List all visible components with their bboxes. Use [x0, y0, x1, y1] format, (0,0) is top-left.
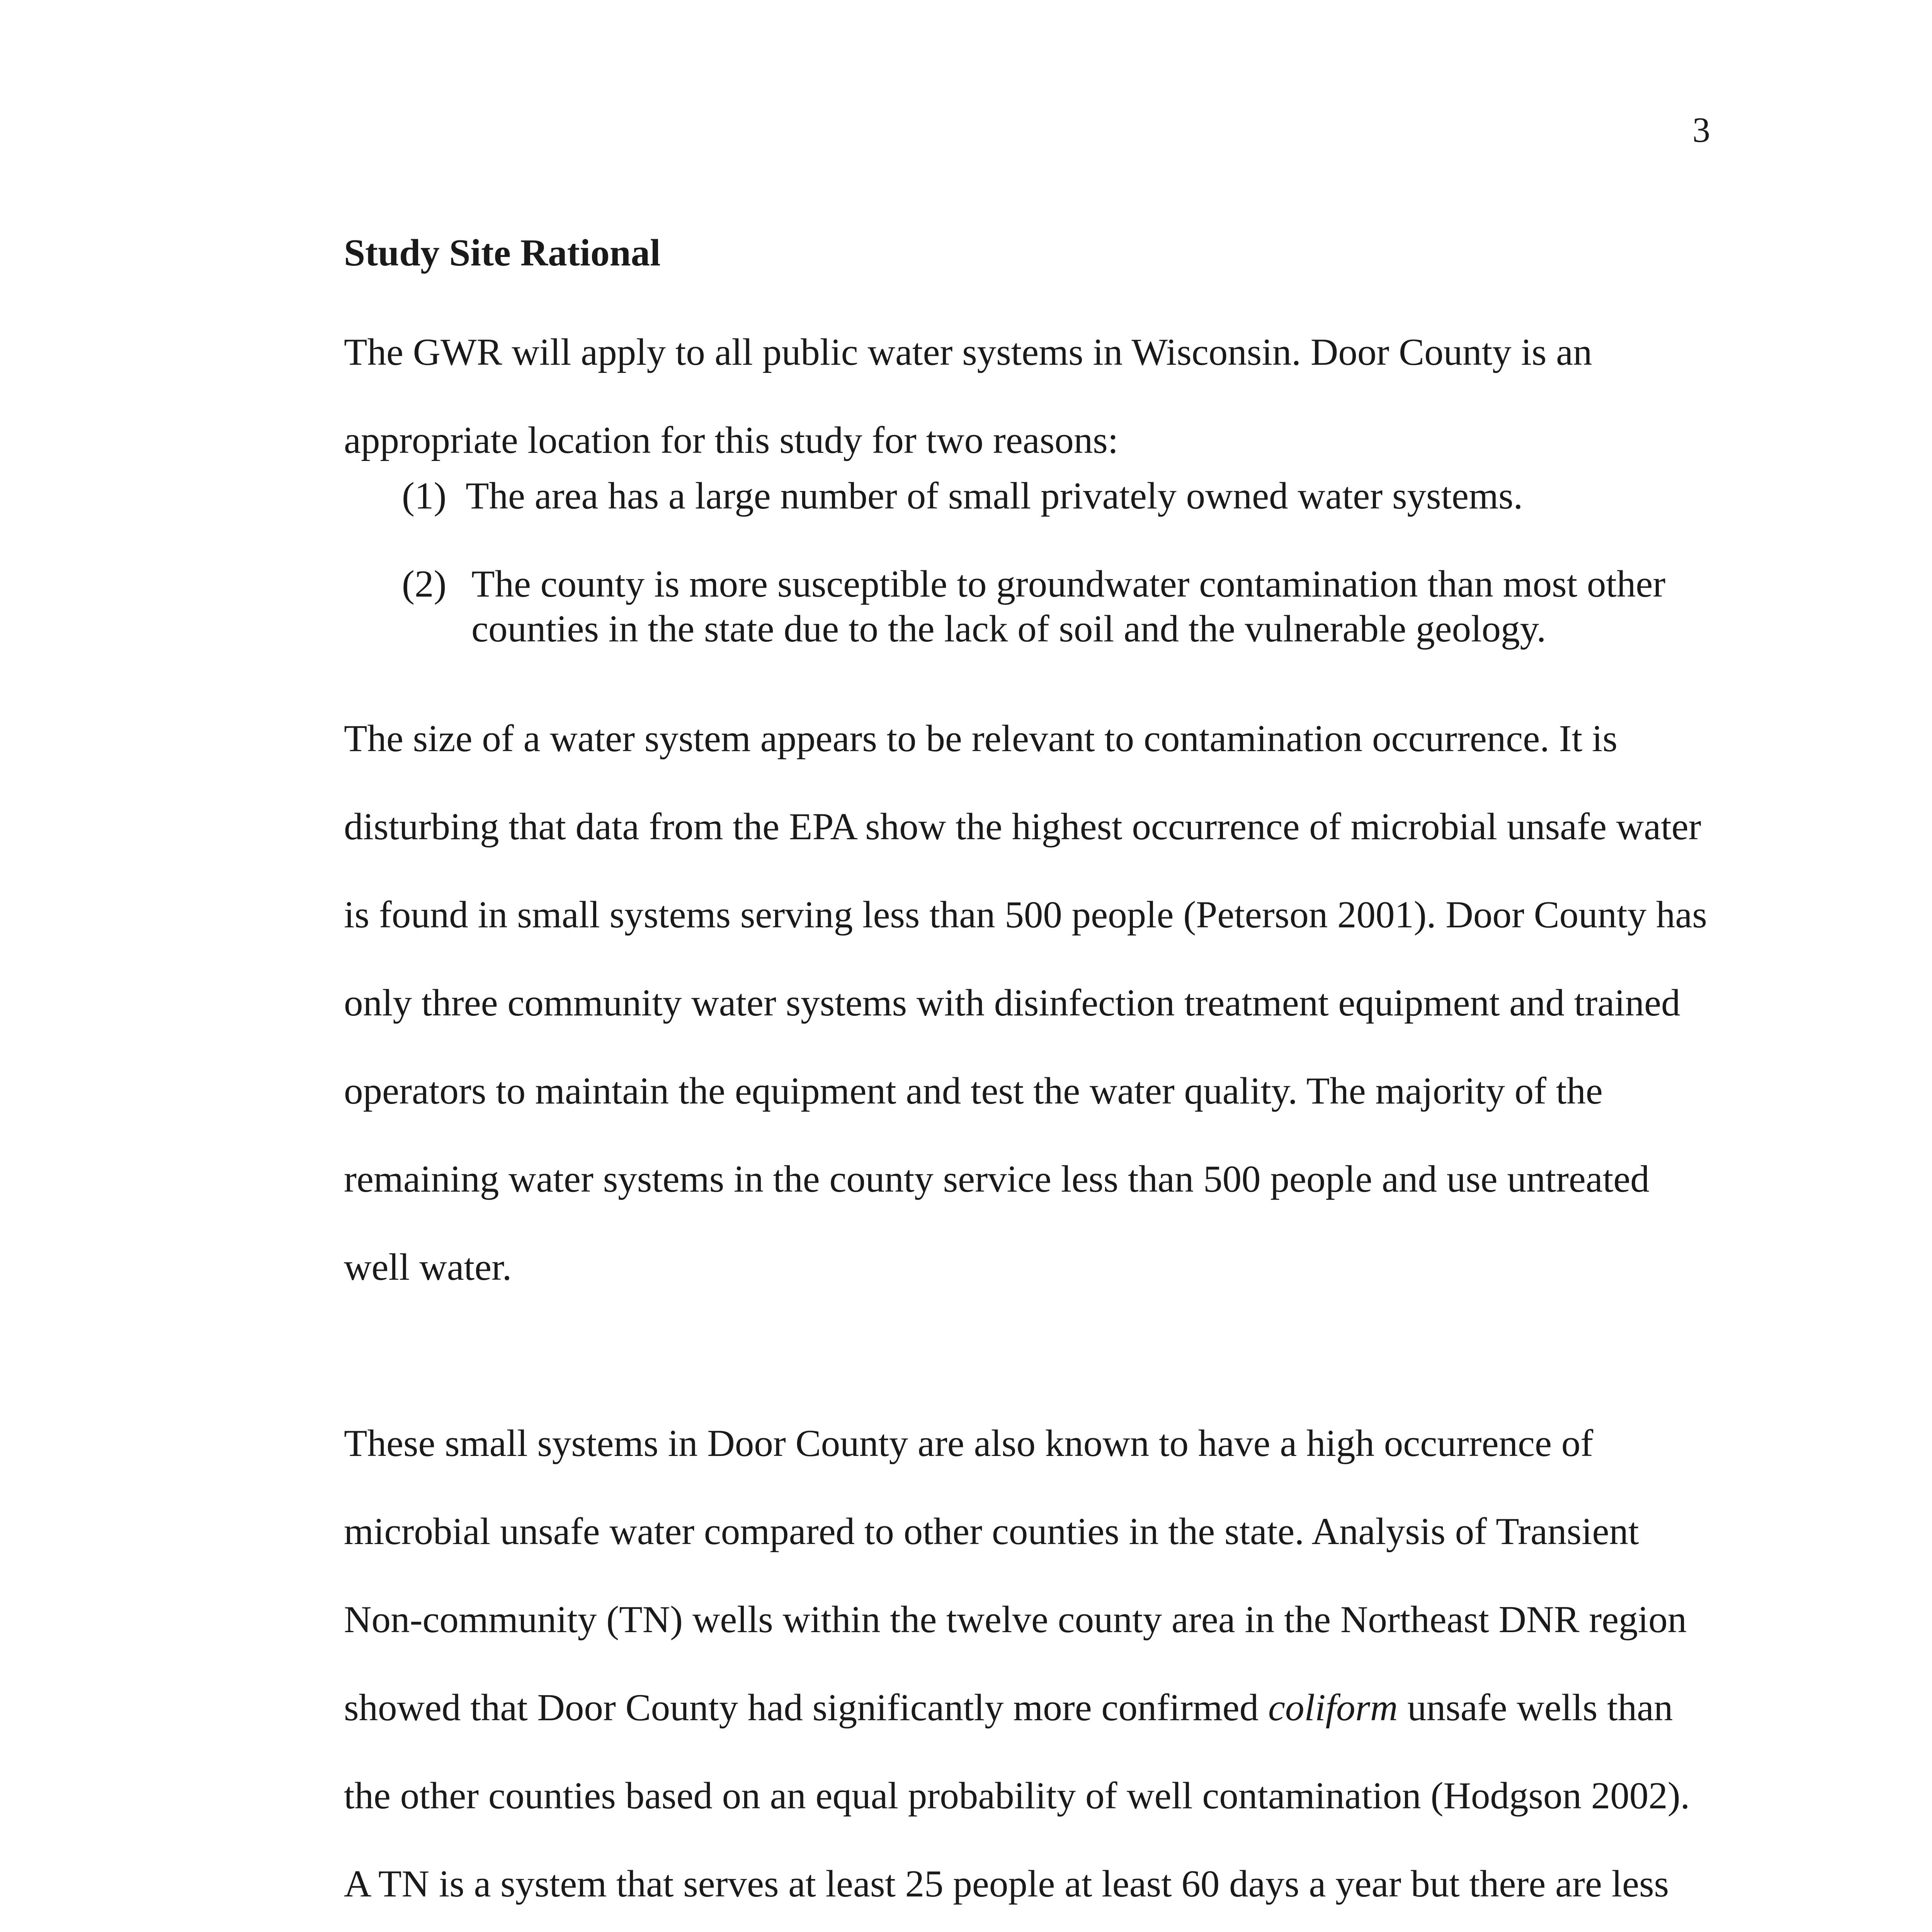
text-line: counties in the state due to the lack of soil and the vulnerable geology. [471, 608, 1546, 650]
document-body [344, 228, 1774, 1932]
text-line: microbial unsafe water compared to other counties in the state. Analysis of Transient [344, 1510, 1639, 1553]
list-item-text [466, 474, 1523, 519]
list-item-text [471, 562, 1665, 651]
text-line: The GWR will apply to all public water systems in Wisconsin. Door County is an [344, 331, 1592, 373]
text-segment: showed that Door County had significantly more confirmed [344, 1687, 1269, 1729]
text-line: appropriate location for this study for two reasons: [344, 419, 1119, 461]
intro-paragraph [344, 308, 1774, 474]
paragraph-door-county [344, 1400, 1774, 1932]
text-line: operators to maintain the equipment and test the water quality. The majority of the [344, 1070, 1603, 1112]
text-line: The county is more susceptible to groundwater contamination than most other [471, 563, 1666, 605]
list-marker: (2) [402, 563, 447, 605]
text-line-coliform [344, 1664, 1774, 1752]
text-line: These small systems in Door County are also known to have a high occurrence of [344, 1422, 1594, 1464]
text-line: well water. [344, 1246, 512, 1288]
text-line: the other counties based on an equal probability of well contamination (Hodgson 2002). [344, 1775, 1690, 1817]
text-line: The area has a large number of small privately owned water systems. [466, 475, 1523, 517]
text-line: The size of a water system appears to be relevant to contamination occurrence. It is [344, 718, 1617, 760]
text-line: Non-community (TN) wells within the twelve county area in the Northeast DNR region [344, 1599, 1687, 1641]
text-line: only three community water systems with disinfection treatment equipment and trained [344, 982, 1680, 1024]
page-number: 3 [1692, 110, 1710, 150]
section-heading: Study Site Rational [344, 232, 661, 274]
text-line: is found in small systems serving less than 500 people (Peterson 2001). Door County has [344, 894, 1707, 936]
text-line: A TN is a system that serves at least 25 people at least 60 days a year but there are less [344, 1863, 1669, 1905]
text-segment: unsafe wells than [1398, 1687, 1673, 1729]
text-line: remaining water systems in the county service less than 500 people and use untreated [344, 1158, 1650, 1200]
list-marker: (1) [402, 475, 447, 517]
text-line: disturbing that data from the EPA show the highest occurrence of microbial unsafe water [344, 806, 1701, 848]
list-item [402, 562, 1774, 651]
list-item [402, 474, 1774, 519]
text-line [344, 1928, 1774, 1932]
italic-term: coliform [1268, 1687, 1398, 1729]
paragraph-gap [344, 1311, 1774, 1400]
paragraph-system-size [344, 695, 1774, 1311]
